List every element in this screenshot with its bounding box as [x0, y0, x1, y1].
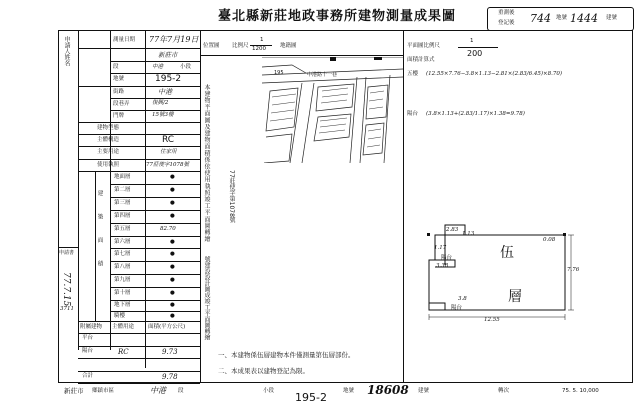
footer-subsection-label: 小段 — [263, 388, 275, 394]
header-district-value: 744 — [530, 12, 551, 25]
footer-building-no-label: 地號 — [343, 388, 355, 394]
survey-date-label: 測量日期 — [113, 37, 136, 43]
row-line — [78, 48, 200, 49]
attached-area: 9.78 — [162, 372, 178, 381]
row-line — [110, 98, 200, 99]
position-map-label: 位置圖 — [203, 43, 220, 49]
floor-area-value: 82.70 — [160, 225, 176, 232]
footer-ver-label: 轉次 — [498, 388, 510, 394]
permit-inline: 77莊使字第1078號 — [228, 170, 235, 223]
footer-parcel: 195-2 — [295, 391, 327, 404]
footer-section: 中港 — [150, 386, 166, 395]
cadastral-sheet-label: 地籍圖 — [280, 43, 297, 49]
row-line — [110, 287, 200, 288]
floor-label: 第二層 — [114, 186, 131, 193]
number-value: 15號3樓 — [152, 112, 174, 118]
area-calc-label: 面積計算式 — [407, 57, 435, 63]
row-line — [110, 223, 200, 224]
floor-label: 第五層 — [114, 225, 131, 232]
map-top-line — [200, 55, 403, 56]
use-header: 主體用途 — [112, 324, 135, 330]
floor-area-value: ● — [170, 238, 175, 245]
plan-room-label: 伍 — [500, 245, 514, 261]
floor-area-value: ● — [170, 251, 175, 258]
dim-a: 2.83 — [446, 227, 459, 233]
dim-f: 0.08 — [543, 237, 556, 243]
plan-scale-top: 1 — [470, 38, 474, 44]
row-line — [110, 261, 200, 262]
dim-d: 1.13 — [462, 231, 475, 237]
plan-scale-line — [458, 47, 498, 48]
row-line — [78, 358, 200, 359]
row-line — [78, 371, 200, 372]
basement-label: 地下層 — [114, 302, 131, 308]
row-line — [78, 346, 200, 347]
header-number-label: 地號 — [556, 15, 568, 21]
row-line — [110, 236, 200, 237]
left-col-divider-1 — [78, 30, 79, 350]
attached-use: RC — [118, 347, 129, 356]
footer-building-no: 18608 — [367, 383, 409, 397]
row-line — [78, 171, 200, 172]
middle-divider — [403, 30, 404, 383]
note-2: 二、本成果表以建物登記為限。 — [218, 367, 309, 375]
applicant-side-label: 申請書 — [59, 250, 75, 256]
floor-area-value: ● — [170, 277, 175, 284]
row-line — [78, 146, 200, 147]
floor-calc-value: (12.55×7.76−3.8×1.13−2.81×(2.83/6.45)×8.70) — [426, 71, 563, 77]
township-value: 新莊市 — [158, 51, 178, 59]
attached-label: 合計 — [82, 372, 94, 379]
applicant-label: 申請人姓名 — [63, 36, 70, 66]
plan-scale-label: 平面圖比例尺 — [407, 43, 441, 49]
parcel-mark: 195 — [274, 70, 284, 76]
location-map — [262, 57, 403, 163]
main-use-value: 住家用 — [160, 149, 177, 155]
floor-calc-label: 五樓 — [407, 71, 419, 77]
floor-label: 第八層 — [114, 264, 131, 271]
dim-c: 3.38 — [436, 263, 449, 269]
dim-e: 3.8 — [458, 296, 467, 302]
floor-label: 第六層 — [114, 238, 131, 245]
dim-width: 12.55 — [484, 317, 500, 323]
footer-print-info: 75. 5. 10,000 — [562, 388, 599, 394]
row-line — [58, 247, 78, 248]
arcade-label: 騎樓 — [114, 313, 126, 319]
applicant-side-value: 77.7.15 — [61, 272, 71, 307]
lane-label: 段巷弄 — [113, 101, 130, 107]
row-line — [110, 210, 200, 211]
basement-mark: ● — [170, 302, 175, 308]
permit-label: 使用執照 — [97, 162, 120, 168]
dim-b: 1.17 — [434, 245, 447, 251]
main-structure-value: RC — [162, 135, 175, 145]
parcel-label: 地號 — [113, 76, 125, 82]
floor-label: 第十層 — [114, 290, 131, 297]
floor-plan-drawing — [405, 205, 605, 325]
permit-value: 77莊使字1078號 — [146, 162, 189, 168]
road-value: 中港 — [158, 88, 172, 96]
section-value: 中港 — [152, 64, 164, 70]
row-line — [78, 321, 200, 322]
footer-building-label: 建號 — [418, 388, 430, 394]
row-line — [110, 61, 200, 62]
attached-header: 附屬建物 — [80, 324, 103, 330]
row-line — [110, 274, 200, 275]
subsection-label: 小段 — [180, 64, 192, 70]
vertical-note: 本建物平面圖及建物面積係依使用執照竣工平面圖轉繪 — [203, 84, 210, 243]
plan-balcony-label-1: 陽台 — [441, 255, 453, 261]
plan-balcony-label-2: 陽台 — [451, 305, 463, 311]
left-col-divider-4 — [200, 30, 201, 383]
floor-label: 地面層 — [114, 174, 131, 180]
floor-area-value: ● — [170, 264, 175, 271]
side-note: 號建設設計圖成竣工平面圖轉繪 — [203, 256, 210, 340]
floor-label: 第三層 — [114, 199, 131, 206]
doc-no: 3711 — [60, 306, 74, 312]
footer-township-suffix: 鄉鎮市區 — [92, 388, 115, 394]
floor-area-value: ● — [170, 212, 175, 219]
document-title: 臺北縣新莊地政事務所建物測量成果圖 — [218, 9, 457, 24]
row-line — [110, 248, 200, 249]
plan-scale-bottom: 200 — [467, 49, 483, 58]
left-col-divider-2 — [110, 30, 111, 350]
parcel-value: 195-2 — [155, 74, 182, 84]
row-line — [78, 159, 200, 160]
number-label: 門牌 — [113, 113, 125, 119]
survey-date-value: 77年7月19日 — [149, 35, 199, 44]
floor-area-value: ● — [170, 186, 175, 193]
floor-label: 第七層 — [114, 251, 131, 258]
row-line — [110, 184, 200, 185]
floor-label: 第九層 — [114, 277, 131, 284]
road-label: 街路 — [113, 89, 125, 95]
floor-area-value: ● — [170, 290, 175, 297]
row-line — [110, 311, 200, 312]
arcade-mark: ● — [170, 313, 175, 319]
attached-area: 9.73 — [162, 347, 178, 356]
main-structure-label: 主體構造 — [97, 137, 120, 143]
street-label: 中港路十一巷 — [307, 72, 338, 78]
lane-value: 復興/2 — [152, 100, 169, 106]
type-label: 建物型態 — [97, 125, 120, 131]
note-1: 一、本建物係伍層建物本件僅測量第伍層部份。 — [218, 351, 355, 359]
row-line — [110, 197, 200, 198]
group-divider — [95, 171, 96, 321]
header-side-top: 重測後 — [498, 10, 515, 16]
floor-area-value: ● — [170, 199, 175, 206]
row-line — [78, 333, 200, 334]
row-line — [78, 383, 200, 384]
header-number-value: 1444 — [570, 12, 598, 25]
row-line — [78, 86, 200, 87]
position-scale-top: 1 — [260, 37, 264, 43]
attached-label: 陽台 — [82, 347, 94, 354]
dim-height: 7.76 — [567, 267, 580, 273]
footer-section-label: 段 — [178, 388, 184, 394]
header-side-bottom: 登記後 — [498, 20, 515, 26]
main-use-label: 主要用途 — [97, 149, 120, 155]
header-suffix: 建號 — [606, 15, 618, 21]
building-area-group-label: 建築面積 — [96, 190, 103, 284]
balcony-calc-label: 陽台 — [407, 111, 419, 117]
row-line — [78, 122, 200, 123]
floor-label: 第四層 — [114, 212, 131, 219]
section-label: 段 — [113, 64, 119, 70]
footer-township: 新莊市 — [64, 387, 84, 395]
plan-floor-label: 層 — [508, 289, 522, 305]
position-scale-bottom: 1200 — [252, 46, 266, 52]
position-scale-label: 比例尺 — [232, 43, 249, 49]
balcony-calc-value: (3.8×1.13+(2.83/1.17)×1.38=9.78) — [426, 111, 525, 117]
floor-area-value: ● — [170, 174, 175, 180]
attached-label: 平台 — [82, 335, 94, 341]
row-line — [110, 300, 200, 301]
area-header: 面積(平方公尺) — [148, 324, 186, 330]
row-line — [78, 134, 200, 135]
row-line — [110, 110, 200, 111]
left-col-divider-3 — [145, 30, 146, 368]
